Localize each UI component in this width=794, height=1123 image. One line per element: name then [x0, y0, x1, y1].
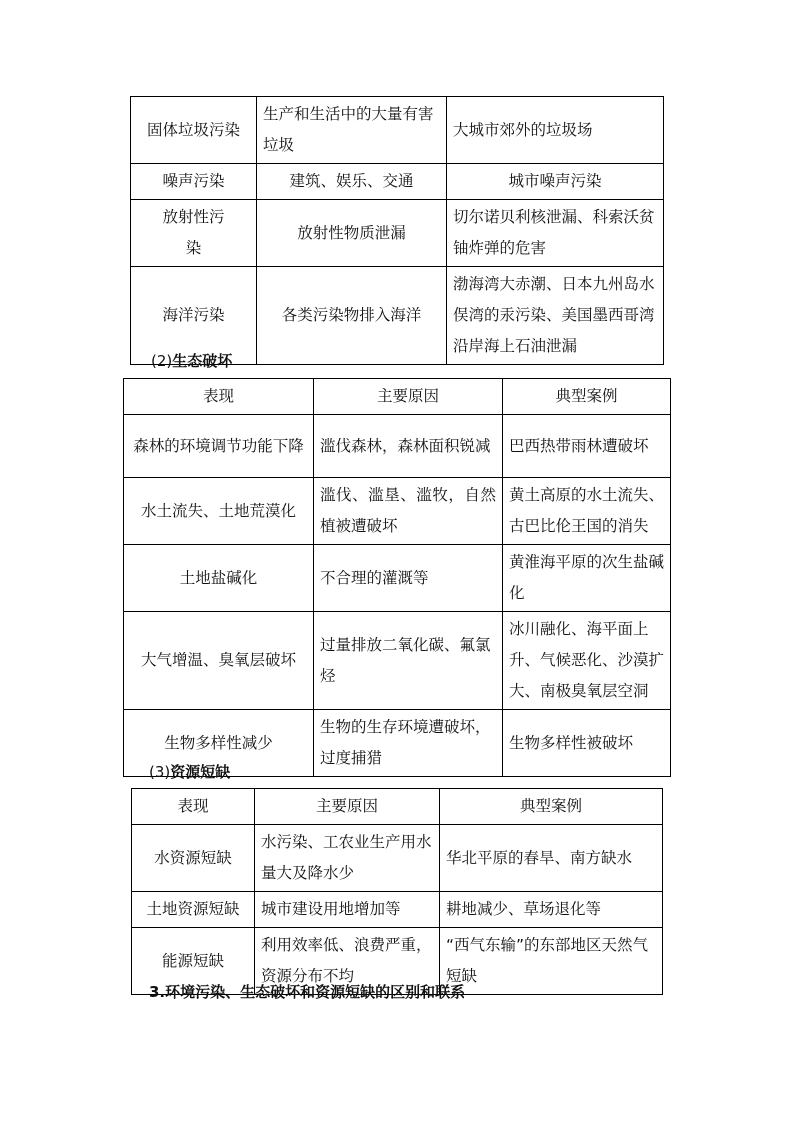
table-row [124, 415, 671, 478]
column-header: 典型案例 [440, 789, 663, 825]
table-cell: 放射性污染 [131, 200, 257, 267]
table-cell: 不合理的灌溉等 [314, 545, 503, 612]
column-header: 典型案例 [503, 379, 671, 415]
table-cell: 噪声污染 [131, 164, 257, 200]
table-row [131, 97, 664, 164]
table-cell: 耕地减少、草场退化等 [440, 892, 663, 928]
table-cell: 生产和生活中的大量有害垃圾 [257, 97, 447, 164]
ecological-damage-table [123, 378, 671, 777]
table-cell: 生物多样性被破坏 [503, 710, 671, 777]
table-cell: 森林的环境调节功能下降 [124, 415, 314, 478]
table-header-row [132, 789, 663, 825]
column-header: 表现 [124, 379, 314, 415]
table-cell: 能源短缺 [132, 928, 255, 995]
table-cell: “西气东输”的东部地区天然气短缺 [440, 928, 663, 995]
resource-shortage-table [131, 788, 663, 995]
column-header: 主要原因 [255, 789, 440, 825]
table-cell: 滥伐、滥垦、滥牧，自然植被遭破坏 [314, 478, 503, 545]
table-cell: 建筑、娱乐、交通 [257, 164, 447, 200]
section-number: (3) [149, 763, 171, 781]
table-cell: 生物的生存环境遭破坏，过度捕猎 [314, 710, 503, 777]
table-cell: 黄淮海平原的次生盐碱化 [503, 545, 671, 612]
table-row [131, 267, 664, 365]
table-row [131, 200, 664, 267]
table-cell: 冰川融化、海平面上升、气候恶化、沙漠扩大、南极臭氧层空洞 [503, 612, 671, 710]
table-cell: 切尔诺贝利核泄漏、科索沃贫铀炸弹的危害 [447, 200, 664, 267]
table-header-row [124, 379, 671, 415]
table-cell: 渤海湾大赤潮、日本九州岛水俣湾的汞污染、美国墨西哥湾沿岸海上石油泄漏 [447, 267, 664, 365]
section-heading-ecological-damage [151, 351, 232, 371]
column-header: 表现 [132, 789, 255, 825]
table-row [124, 545, 671, 612]
table-row [132, 825, 663, 892]
table-cell: 水污染、工农业生产用水量大及降水少 [255, 825, 440, 892]
table-cell: 海洋污染 [131, 267, 257, 365]
table-row [124, 478, 671, 545]
table-cell: 城市噪声污染 [447, 164, 664, 200]
pollution-table [130, 96, 664, 365]
table-cell: 各类污染物排入海洋 [257, 267, 447, 365]
table-cell: 固体垃圾污染 [131, 97, 257, 164]
table-cell: 利用效率低、浪费严重，资源分布不均 [255, 928, 440, 995]
table-cell: 城市建设用地增加等 [255, 892, 440, 928]
table-row [132, 892, 663, 928]
section-title: 资源短缺 [170, 763, 231, 781]
section-number: (2) [151, 352, 173, 370]
table-cell: 土地资源短缺 [132, 892, 255, 928]
table-cell: 土地盐碱化 [124, 545, 314, 612]
section-title: 生态破坏 [172, 352, 233, 370]
section-heading-differences-and-links: 3.环境污染、生态破坏和资源短缺的区别和联系 [149, 983, 466, 1001]
table-cell: 黄土高原的水土流失、古巴比伦王国的消失 [503, 478, 671, 545]
table-row [124, 612, 671, 710]
table-cell: 巴西热带雨林遭破坏 [503, 415, 671, 478]
table-cell: 放射性物质泄漏 [257, 200, 447, 267]
table-cell: 大城市郊外的垃圾场 [447, 97, 664, 164]
table-cell: 过量排放二氧化碳、氟氯烃 [314, 612, 503, 710]
table-cell: 生物多样性减少 [124, 710, 314, 777]
table-cell: 水土流失、土地荒漠化 [124, 478, 314, 545]
column-header: 主要原因 [314, 379, 503, 415]
table-cell: 滥伐森林，森林面积锐减 [314, 415, 503, 478]
table-cell: 华北平原的春旱、南方缺水 [440, 825, 663, 892]
table-cell: 水资源短缺 [132, 825, 255, 892]
table-row [131, 164, 664, 200]
table-cell: 大气增温、臭氧层破坏 [124, 612, 314, 710]
section-heading-resource-shortage [149, 762, 230, 782]
